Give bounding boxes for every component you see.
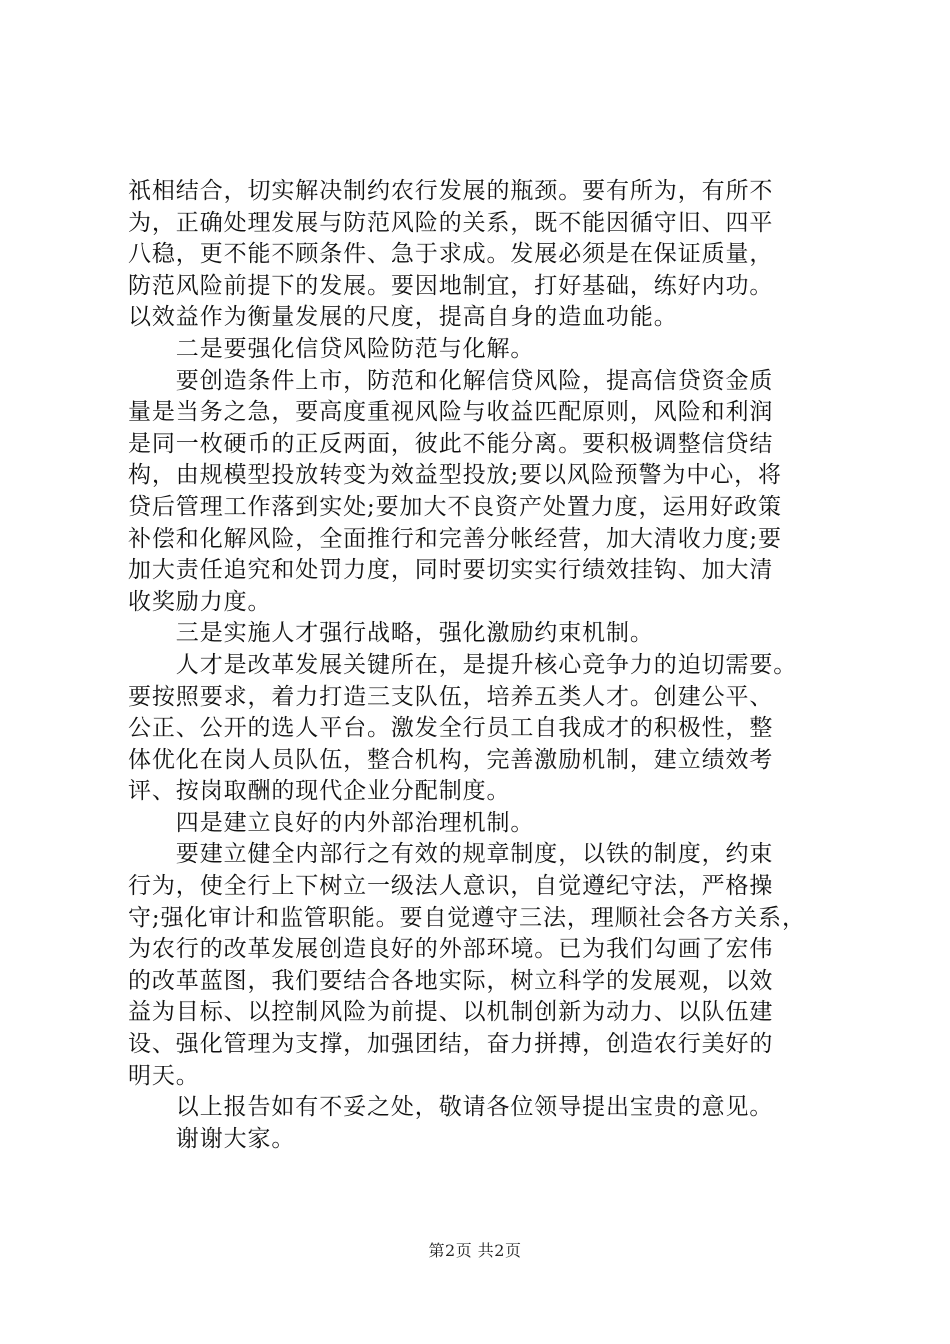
text-line: 要按照要求，着力打造三支队伍，培养五类人才。创建公平、 <box>128 683 774 710</box>
text-line: 收奖励力度。 <box>128 588 272 615</box>
text-line: 要创造条件上市，防范和化解信贷风险，提高信贷资金质 <box>128 367 774 394</box>
text-line: 以效益作为衡量发展的尺度，提高自身的造血功能。 <box>128 304 678 331</box>
text-line: 益为目标、以控制风险为前提、以机制创新为动力、以队伍建 <box>128 999 774 1026</box>
document-body <box>128 176 828 1155</box>
text-line: 设、强化管理为支撑，加强团结，奋力拼搏，创造农行美好的 <box>128 1031 774 1058</box>
text-line: 量是当务之急，要高度重视风险与收益匹配原则，风险和利润 <box>128 399 774 426</box>
text-line: 评、按岗取酬的现代企业分配制度。 <box>128 778 511 805</box>
text-line: 构，由规模型投放转变为效益型投放;要以风险预警为中心，将 <box>128 462 782 489</box>
text-line: 人才是改革发展关键所在，是提升核心竞争力的迫切需要。 <box>128 651 798 678</box>
text-line: 要建立健全内部行之有效的规章制度，以铁的制度，约束 <box>128 841 774 868</box>
text-line: 为，正确处理发展与防范风险的关系，既不能因循守旧、四平 <box>128 209 774 236</box>
section-heading: 四是建立良好的内外部治理机制。 <box>128 809 535 836</box>
page-number-footer: 第2页 共2页 <box>428 1241 522 1260</box>
text-line: 加大责任追究和处罚力度，同时要切实实行绩效挂钩、加大清 <box>128 557 774 584</box>
text-line: 行为，使全行上下树立一级法人意识，自觉遵纪守法，严格操 <box>128 873 774 900</box>
text-line: 八稳，更不能不顾条件、急于求成。发展必须是在保证质量， <box>128 241 774 268</box>
text-line: 为农行的改革发展创造良好的外部环境。已为我们勾画了宏伟 <box>128 936 774 963</box>
text-line: 明天。 <box>128 1062 200 1089</box>
text-line: 是同一枚硬币的正反两面，彼此不能分离。要积极调整信贷结 <box>128 430 774 457</box>
text-line: 的改革蓝图，我们要结合各地实际，树立科学的发展观，以效 <box>128 967 774 994</box>
text-line: 祇相结合，切实解决制约农行发展的瓶颈。要有所为，有所不 <box>128 178 774 204</box>
text-line: 公正、公开的选人平台。激发全行员工自我成才的积极性，整 <box>128 715 774 742</box>
text-line: 防范风险前提下的发展。要因地制宜，打好基础，练好内功。 <box>128 272 774 299</box>
closing-line: 谢谢大家。 <box>128 1125 296 1152</box>
section-heading: 二是要强化信贷风险防范与化解。 <box>128 335 535 362</box>
section-heading: 三是实施人才强行战略，强化激励约束机制。 <box>128 620 654 647</box>
closing-line: 以上报告如有不妥之处，敬请各位领导提出宝贵的意见。 <box>128 1094 774 1121</box>
text-line: 补偿和化解风险，全面推行和完善分帐经营，加大清收力度;要 <box>128 525 782 552</box>
text-line: 贷后管理工作落到实处;要加大不良资产处置力度，运用好政策 <box>128 493 782 520</box>
text-line: 守;强化审计和监管职能。要自觉遵守三法，理顺社会各方关系， <box>128 904 806 931</box>
text-line: 体优化在岗人员队伍，整合机构，完善激励机制，建立绩效考 <box>128 746 774 773</box>
